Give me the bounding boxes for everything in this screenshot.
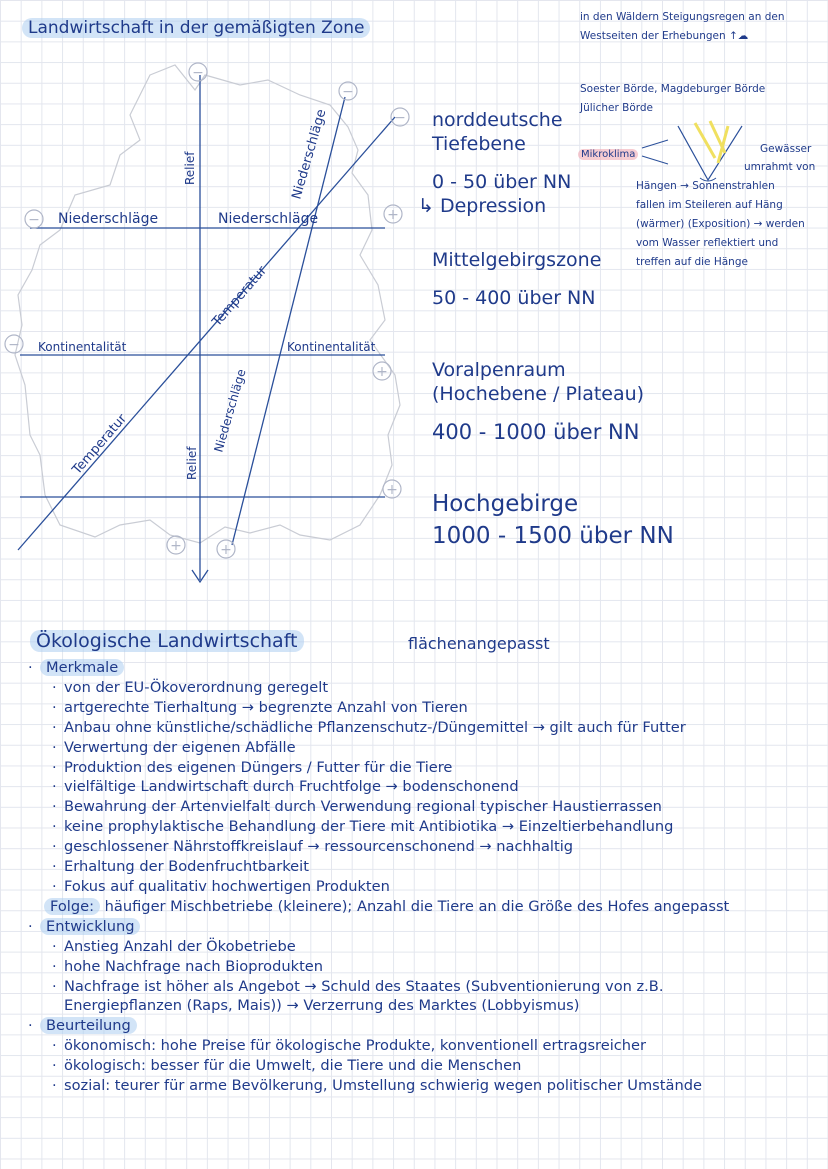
temperatur-label: Temperatur [209,263,270,330]
list-item: · artgerechte Tierhaltung → begrenzte Anzahl von Tieren [64,698,729,718]
region-mittelgebirge: Mittelgebirgszone 50 - 400 über NN [432,249,602,309]
niederschlaege-label: Niederschläge [289,107,330,202]
list-item: · geschlossener Nährstoffkreislauf → ressourcenschonend → nachhaltig [64,837,729,857]
list-item: · sozial: teurer für arme Bevölkerung, Umstellung schwierig wegen politischer Umstände [64,1076,729,1096]
minus-sign: − [342,84,354,100]
plus-sign: + [376,364,388,380]
plus-sign: + [387,207,399,223]
germany-map [0,55,420,590]
page-title: Landwirtschaft in der gemäßigten Zone [22,18,370,38]
oeko-heading: Ökologische Landwirtschaft [30,630,304,652]
list-item: · Verwertung der eigenen Abfälle [64,738,729,758]
merkmale-label: Merkmale [40,659,124,676]
region-voralpen: Voralpenraum (Hochebene / Plateau) 400 - 1000 über NN [432,359,645,444]
kontinentalitaet-label: Kontinentalität [287,340,376,354]
minus-sign: − [28,212,40,228]
list-item: · Anbau ohne künstliche/schädliche Pflanzenschutz-/Düngemittel → gilt auch für Futter [64,718,729,738]
list-item: · hohe Nachfrage nach Bioprodukten [64,957,729,977]
kontinentalitaet-label: Kontinentalität [38,340,127,354]
region-norddeutsche: norddeutsche Tiefebene 0 - 50 über NN ↳ Depression [418,109,572,217]
note-boerden: Soester Börde, Magdeburger Börde Jülicher Börde [580,83,766,114]
plus-sign: + [170,538,182,554]
niederschlaege-label: Niederschläge [58,211,159,227]
temperatur-label: Temperatur [69,411,130,478]
relief-label: Relief [183,151,197,185]
minus-sign: − [8,337,20,353]
niederschlaege-label: Niederschläge [218,211,319,227]
list-item: · Bewahrung der Artenvielfalt durch Verwendung regional typischer Haustierrassen [64,797,729,817]
list-item: · ökologisch: besser für die Umwelt, die Tiere und die Menschen [64,1056,729,1076]
plus-sign: + [386,482,398,498]
list-item: · ökonomisch: hohe Preise für ökologische Produkte, konventionell ertragsreicher [64,1036,729,1056]
region-hochgebirge: Hochgebirge 1000 - 1500 über NN [432,491,674,549]
relief-label: Relief [185,446,199,480]
folge-line: Folge: häufiger Mischbetriebe (kleinere); Anzahl die Tiere an die Größe des Hofes angepasst [44,897,729,917]
minus-sign: − [394,110,406,126]
list-item: · Produktion des eigenen Düngers / Futter für die Tiere [64,758,729,778]
list-item: · keine prophylaktische Behandlung der Tiere mit Antibiotika → Einzeltierbehandlung [64,817,729,837]
list-item: · Erhaltung der Bodenfruchtbarkeit [64,857,729,877]
note-steigungsregen: in den Wäldern Steigungsregen an den Westseiten der Erhebungen ↑☁ [580,11,785,42]
niederschlag-diag-axis [232,97,345,545]
mikroklima-badge: Mikroklima [578,149,638,160]
temperatur-axis [18,117,395,550]
plus-sign: + [220,542,232,558]
beurteilung-label: Beurteilung [40,1017,137,1034]
minus-sign: − [192,65,204,81]
note-mikroklima: umrahmt von Hängen → Sonnenstrahlen fallen im Steileren auf Häng (wärmer) (Exposition) → werden vom Wasser reflektiert und treffen auf die Hänge [636,161,816,268]
list-item: · von der EU-Ökoverordnung geregelt [64,678,729,698]
merkmale-section [40,658,729,1096]
list-item: · Nachfrage ist höher als Angebot → Schuld des Staates (Subventionierung von z.B. [64,977,729,997]
list-item: · Fokus auf qualitativ hochwertigen Produkten [64,877,729,897]
entwicklung-label: Entwicklung [40,918,140,935]
oeko-side-note: flächenangepasst [408,634,550,653]
list-item: · Anstieg Anzahl der Ökobetriebe [64,937,729,957]
niederschlaege-label: Niederschläge [211,367,249,454]
list-item: Energiepflanzen (Raps, Mais)) → Verzerrung des Marktes (Lobbyismus) [64,997,580,1015]
note-gewaesser: Gewässer [760,143,812,155]
list-item: · vielfältige Landwirtschaft durch Fruchtfolge → bodenschonend [64,777,729,797]
